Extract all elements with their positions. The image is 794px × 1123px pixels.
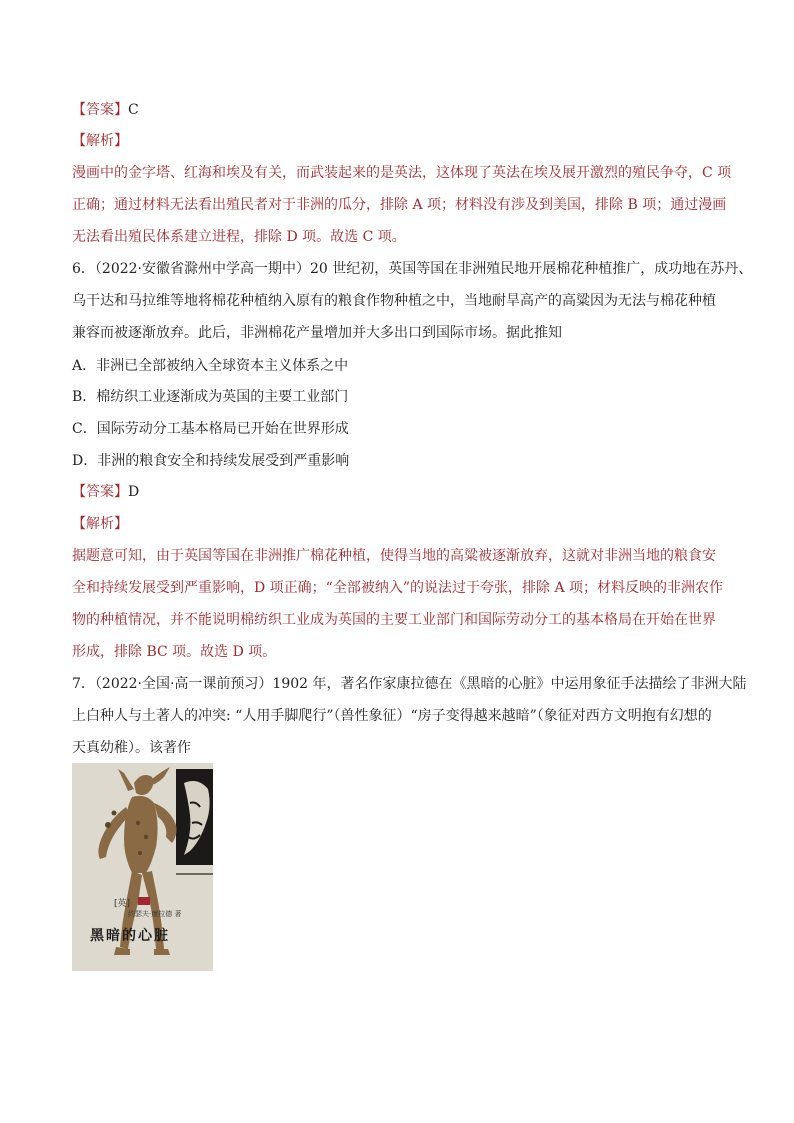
q5-analysis-line-1: 漫画中的金字塔、红海和埃及有关，而武装起来的是英法，这体现了英法在埃及展开激烈的殖民争夺，C 项 xyxy=(72,165,732,181)
q6-stem-line-2: 乌干达和马拉维等地将棉花种植纳入原有的粮食作物种植之中，当地耐旱高产的高粱因为无法与棉花种植 xyxy=(72,293,716,309)
q6-option-a: A．非洲已全部被纳入全球资本主义体系之中 xyxy=(72,358,349,374)
q7-stem-line-2: 上白种人与土著人的冲突: “人用手脚爬行”（兽性象征）“房子变得越来越暗”（象征对西方文明抱有幻想的 xyxy=(72,708,712,724)
q6-answer-value: D xyxy=(128,484,140,500)
q6-option-d: D．非洲的粮食安全和持续发展受到严重影响 xyxy=(72,453,350,469)
book-title: 黑暗的心脏 xyxy=(90,928,170,944)
q6-answer-line xyxy=(72,482,724,502)
q6-analysis-line-3: 物的种植情况，并不能说明棉纺织工业成为英国的主要工业部门和国际劳动分工的基本格局在开始在世界 xyxy=(72,612,716,628)
q5-answer-value: C xyxy=(128,102,139,118)
q6-analysis-line-4: 形成，排除 BC 项。故选 D 项。 xyxy=(72,644,277,660)
q6-option-b: B．棉纺织工业逐渐成为英国的主要工业部门 xyxy=(72,389,349,405)
q5-answer-label: 【答案】 xyxy=(72,102,128,118)
book-cover-image xyxy=(72,763,213,971)
q5-analysis-line-2: 正确；通过材料无法看出殖民者对于非洲的瓜分，排除 A 项；材料没有涉及到美国，排除 B 项；通过漫画 xyxy=(72,197,727,213)
q6-stem-line-3: 兼容而被逐渐放弃。此后，非洲棉花产量增加并大多出口到国际市场。据此推知 xyxy=(72,325,562,341)
q6-stem-line-1: 6．（2022·安徽省滁州中学高一期中）20 世纪初，英国等国在非洲殖民地开展棉花种植推广，成功地在苏丹、 xyxy=(72,261,753,277)
q5-analysis-line-3: 无法看出殖民体系建立进程，排除 D 项。故选 C 项。 xyxy=(72,229,406,245)
q5-analysis-label: 【解析】 xyxy=(72,133,128,149)
q6-answer-label: 【答案】 xyxy=(72,484,128,500)
q6-option-c: C．国际劳动分工基本格局已开始在世界形成 xyxy=(72,421,349,437)
book-author: 约瑟夫·康拉德 著 xyxy=(128,910,182,918)
q6-analysis-line-2: 全和持续发展受到严重影响，D 项正确；“全部被纳入”的说法过于夸张，排除 A 项；材料反映的非洲农作 xyxy=(72,580,723,596)
q7-stem-line-1: 7．（2022·全国·高一课前预习）1902 年，著名作家康拉德在《黑暗的心脏》中运用象征手法描绘了非洲大陆 xyxy=(72,676,747,692)
q6-analysis-line-1: 据题意可知，由于英国等国在非洲推广棉花种植，使得当地的高粱被逐渐放弃，这就对非洲当地的粮食安 xyxy=(72,548,716,564)
q6-analysis-label: 【解析】 xyxy=(72,516,128,532)
book-country-tag: [英] xyxy=(114,899,131,909)
q5-answer-line xyxy=(72,100,724,120)
q7-stem-line-3: 天真幼稚）。该著作 xyxy=(72,740,191,756)
